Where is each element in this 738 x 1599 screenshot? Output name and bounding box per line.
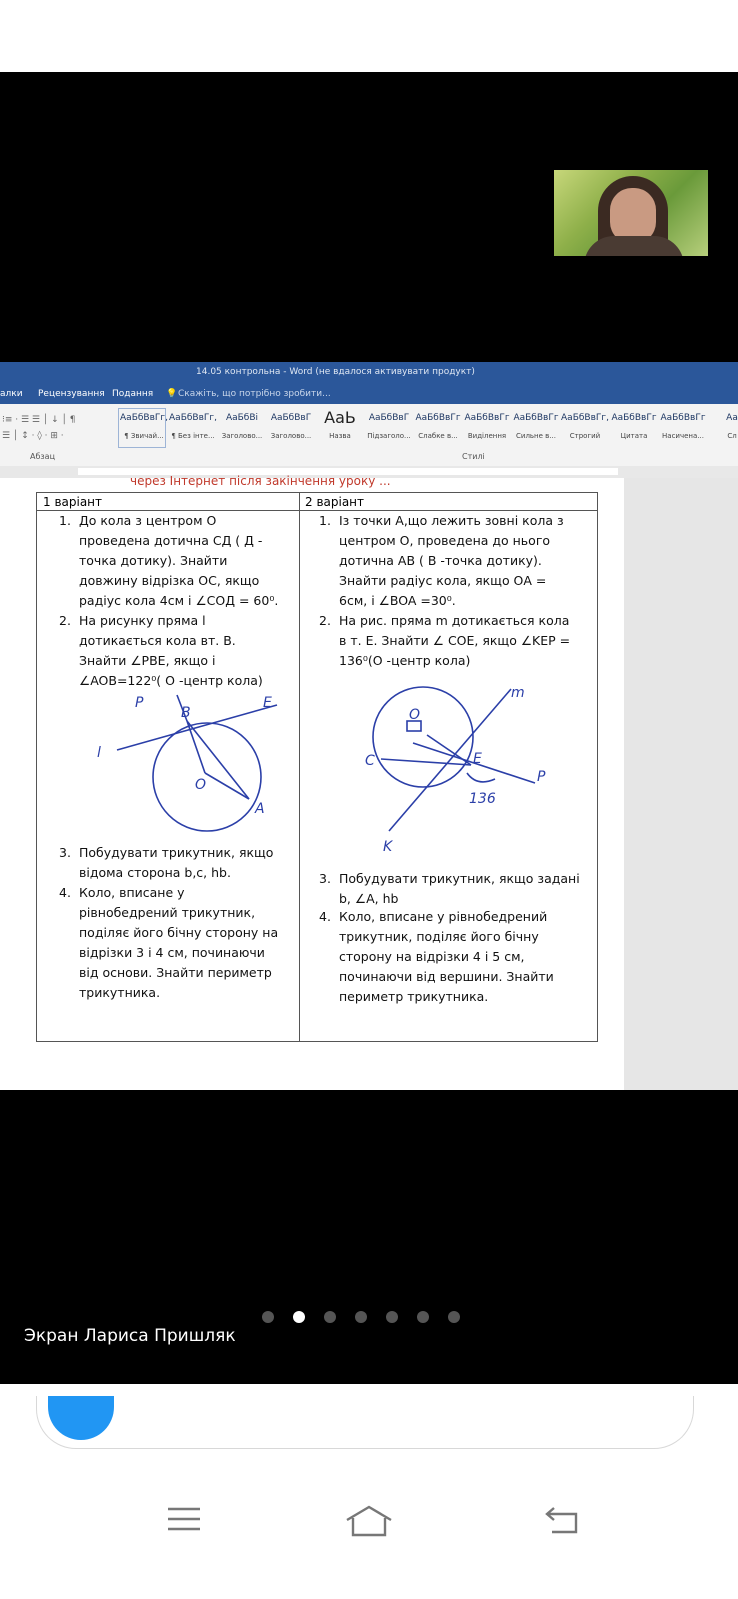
v2-task-4: 4. Коло, вписане у рівнобедрений трикутник, поділяє його бічну сторону на відрізки 4 і 5 см, починаючи від вершини. Знайти периметр трикутника. [319, 909, 554, 1004]
pager-dot[interactable] [262, 1311, 274, 1323]
participant-video-thumbnail[interactable] [554, 170, 708, 256]
label-O: O [195, 777, 207, 793]
style-gallery-item[interactable]: АаЬ Назва [324, 410, 356, 440]
menu-item-view[interactable]: Подання [112, 389, 154, 399]
status-bar-area [0, 0, 738, 72]
v1-task-2: 2. На рисунку пряма l дотикається кола вт. В. Знайти ∠PBE, якщо і ∠AOB=122⁰( О -центр кола) [59, 613, 263, 688]
label-K: K [383, 839, 393, 855]
pager-dot[interactable] [293, 1311, 305, 1323]
label-P2: P [537, 769, 546, 785]
variant-1-title: 1 варіант [37, 493, 299, 511]
page-indicator[interactable] [262, 1311, 472, 1325]
style-gallery-item[interactable]: АаБбВвГг Насичена... [660, 413, 706, 440]
lightbulb-icon: 💡 [166, 389, 178, 399]
window-title: 14.05 контрольна - Word (не вдалося активувати продукт) [196, 367, 475, 377]
tell-me-box[interactable]: Скажіть, що потрібно зробити... [178, 389, 331, 399]
variant-2-column [299, 493, 597, 1041]
label-A: A [255, 801, 265, 817]
header-partial-text: через Інтернет після закінчення уроку ... [130, 474, 391, 488]
menu-icon[interactable] [166, 1504, 202, 1534]
label-E2: E [473, 751, 482, 767]
menu-item-mailings[interactable]: алки [0, 389, 23, 399]
style-gallery-item[interactable]: АаБбВвГг, ¶ Без інте... [169, 413, 217, 440]
style-gallery-item[interactable]: АаБбВвГг Сильне в... [513, 413, 559, 440]
v2-task-3: 3. Побудувати трикутник, якщо задані b, ∠A, hb [319, 871, 580, 906]
word-menu-bar [0, 384, 738, 404]
label-P: P [135, 695, 144, 711]
system-nav-bar [0, 1480, 738, 1570]
v1-figure-circle-tangent [87, 685, 287, 835]
label-C: C [365, 753, 375, 769]
v1-task-3: 3. Побудувати трикутник, якщо відома сторона b,c, hb. [59, 845, 274, 880]
document-page[interactable] [0, 474, 624, 1090]
style-gallery-item[interactable]: АаБбВвГг Цитата [611, 413, 657, 440]
v2-task-2: 2. На рис. пряма m дотикається кола в т. Е. Знайти ∠ COE, якщо ∠KEP = 136⁰(О -центр кола) [319, 613, 571, 668]
style-gallery-item[interactable]: АаБбВвГ Підзаголо... [367, 413, 411, 440]
style-gallery-item[interactable]: АаБбВвГг, Строгий [561, 413, 609, 440]
tasks-table [36, 492, 598, 1042]
pager-dot[interactable] [417, 1311, 429, 1323]
v2-task-1: 1. Із точки А,що лежить зовні кола з центром О, проведена до нього дотична АВ ( В -точка дотику). Знайти радіус кола, якщо ОА = 6см, і ∠BOA =30⁰. [319, 513, 564, 608]
group-styles-label: Стилі [462, 452, 485, 461]
pager-dot[interactable] [448, 1311, 460, 1323]
paragraph-controls[interactable]: ⁝≡ · ☰ ☰ │ ↓ │ ¶ ☰ │ ↕ · ◊ · ⊞ · [2, 415, 76, 441]
style-gallery-item[interactable]: АаБбВвГг Слабке в... [415, 413, 461, 440]
style-gallery-item[interactable]: Аа Сл [726, 413, 738, 440]
screen-share-label: Экран Лариса Пришляк [24, 1326, 236, 1346]
pager-dot[interactable] [355, 1311, 367, 1323]
home-icon[interactable] [344, 1504, 394, 1538]
label-m: m [511, 685, 525, 701]
label-angle-136: 136 [469, 791, 496, 807]
style-gallery-item[interactable]: АаБбВвГг, ¶ Звичай... [120, 413, 168, 440]
v1-task-1: 1. До кола з центром О проведена дотична СД ( Д - точка дотику). Знайти довжину відрізка ОС, якщо радіус кола 4см і ∠СОД = 60⁰. [59, 513, 279, 608]
label-E: E [263, 695, 272, 711]
label-B: B [181, 705, 191, 721]
pager-dot[interactable] [324, 1311, 336, 1323]
menu-item-review[interactable]: Рецензування [38, 389, 105, 399]
v2-figure-circle-tangent [339, 681, 559, 857]
v1-task-4: 4. Коло, вписане у рівнобедрений трикутник, поділяє його бічну сторону на відрізки 3 і 4 см, починаючи від основи. Знайти периметр трикутника. [59, 885, 279, 1000]
bottom-sheet[interactable] [36, 1396, 694, 1449]
variant-1-column [37, 493, 300, 1041]
ribbon [0, 404, 738, 467]
style-gallery-item[interactable]: АаБбВвГг Виділення [464, 413, 510, 440]
label-l: l [97, 745, 101, 761]
pager-dot[interactable] [386, 1311, 398, 1323]
back-icon[interactable] [544, 1504, 580, 1536]
shared-word-window [0, 362, 738, 1090]
style-gallery-item[interactable]: АаБбВвГ Заголово... [270, 413, 312, 440]
word-title-bar [0, 362, 738, 384]
variant-2-title: 2 варіант [299, 493, 597, 511]
page-gutter [624, 478, 738, 1090]
style-gallery-item[interactable]: АаБбВі Заголово... [221, 413, 263, 440]
label-O2: O [409, 707, 421, 723]
group-paragraph-label: Абзац [30, 452, 56, 461]
